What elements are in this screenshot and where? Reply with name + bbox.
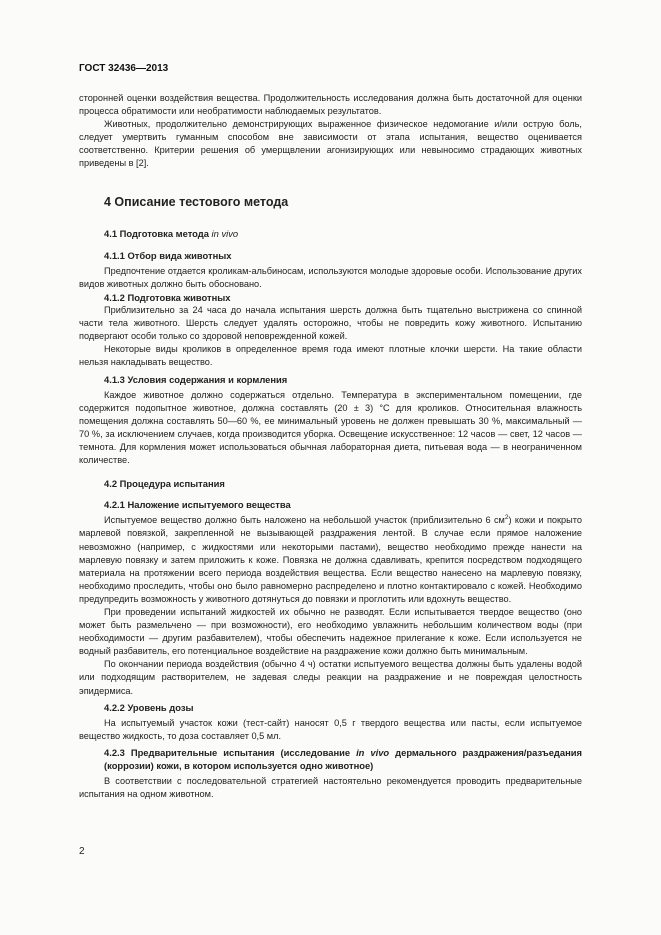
document-header: ГОСТ 32436—2013 xyxy=(79,63,169,74)
section-4-title: 4 Описание тестового метода xyxy=(104,194,289,209)
section-4-1-title: 4.1 Подготовка метода in vivo xyxy=(104,227,239,239)
section-4-2-1-paragraph-3: По окончании периода воздействия (обычно 4 ч) остатки испытуемого вещества должны быть удалены водой или подходящим растворителем, не задевая следы реакции на раздражение и не повреждая целостность эпидермиса. xyxy=(79,659,582,696)
section-4-2-1-paragraph-1: Испытуемое вещество должно быть наложено на небольшой участок (приблизительно 6 $см^2$) кожи и покрыто марлевой повязкой, закрепленной не вызывающей раздражения лентой. В случае если прямое наложение невозможно (например, с жидкостями или некоторыми пастами), вещество необходимо прежде нанести на марлевую повязку и затем приложить к коже. Повязка не должна сдавливать, крепится посредством подходящего материала на протяжении всего периода воздействия вещества. Если вещество нанесено на марлевую повязку, необходимо проследить, чтобы оно было равномерно распределено и плотно контактировало с кожей. Необходимо предупредить возможность у животного дотянуться до повязки и проглотить или вдохнуть вещество. xyxy=(79,514,582,604)
intro-paragraph-2: Животных, продолжительно демонстрирующих выраженное физическое недомогание и/или острую боль, следует умертвить гуманным способом вне зависимости от этапа испытания, вещество оценивается соответственно. Критерии решения об умерщвлении агонизирующих или невыносимо страдающих животных приведены в [2]. xyxy=(79,119,582,169)
section-4-1-1-title: 4.1.1 Отбор вида животных xyxy=(104,249,232,261)
page-content xyxy=(79,92,582,801)
page-number: 2 xyxy=(79,846,85,857)
section-4-2-3-paragraph-1: В соответствии с последовательной стратегией настоятельно рекомендуется проводить предварительные испытания на одном животном. xyxy=(79,776,582,800)
section-4-1-3-paragraph-1: Каждое животное должно содержаться отдельно. Температура в экспериментальном помещении, где содержится подопытное животное, должна составлять (20 ± 3) °С для кроликов. Относительная влажность помещения должна составлять 50—60 %, ее минимальный уровень не должен превышать 30 %, максимальный — 70 %, за исключением случаев, когда производится уборка. Освещение искусственное: 12 часов — свет, 12 часов — темнота. Для кормления может использоваться обычная лабораторная диета, питьевая вода — в неограниченном количестве. xyxy=(79,389,582,466)
section-4-1-2-title: 4.1.2 Подготовка животных xyxy=(104,291,231,303)
section-4-1-3-title: 4.1.3 Условия содержания и кормления xyxy=(104,373,288,385)
section-4-2-2-title: 4.2.2 Уровень дозы xyxy=(104,701,194,713)
section-4-2-3-title: 4.2.3 Предварительные испытания (исследование in vivo дермального раздражения/разъедания (коррозии) кожи, в котором используется одно животное) xyxy=(104,746,582,772)
section-4-1-1-paragraph-1: Предпочтение отдается кроликам-альбиносам, используются молодые здоровые особи. Использование других видов животных должно быть обосновано. xyxy=(79,265,582,289)
section-4-2-1-paragraph-2: При проведении испытаний жидкостей их обычно не разводят. Если испытывается твердое вещество (оно может быть размельчено — при возможности), его необходимо увлажнить небольшим количеством воды (при необходимости — другим разбавителем), чтобы обеспечить надежное прилегание к коже. Если используется не водный разбавитель, его потенциальное воздействие на раздражение кожи должно быть минимальным. xyxy=(79,607,582,657)
intro-paragraph-1: сторонней оценки воздействия вещества. Продолжительность исследования должна быть достаточной для оценки процесса обратимости или необратимости наблюдаемых результатов. xyxy=(79,93,582,117)
section-4-2-title: 4.2 Процедура испытания xyxy=(104,478,225,490)
section-4-1-2-paragraph-1: Приблизительно за 24 часа до начала испытания шерсть должна быть тщательно выстрижена со спинной части тела животного. Шерсть следует удалять осторожно, чтобы не повредить кожу животного. Испытанию подвергают особи только со здоровой неповрежденной кожей. xyxy=(79,305,582,342)
section-4-1-2-paragraph-2: Некоторые виды кроликов в определенное время года имеют плотные клочки шерсти. На такие области нельзя накладывать вещество. xyxy=(79,344,582,368)
section-4-2-1-title: 4.2.1 Наложение испытуемого вещества xyxy=(104,499,291,511)
section-4-2-2-paragraph-1: На испытуемый участок кожи (тест-сайт) наносят 0,5 г твердого вещества или пасты, если испытуемое вещество жидкость, то доза составляет 0,5 мл. xyxy=(79,717,582,741)
